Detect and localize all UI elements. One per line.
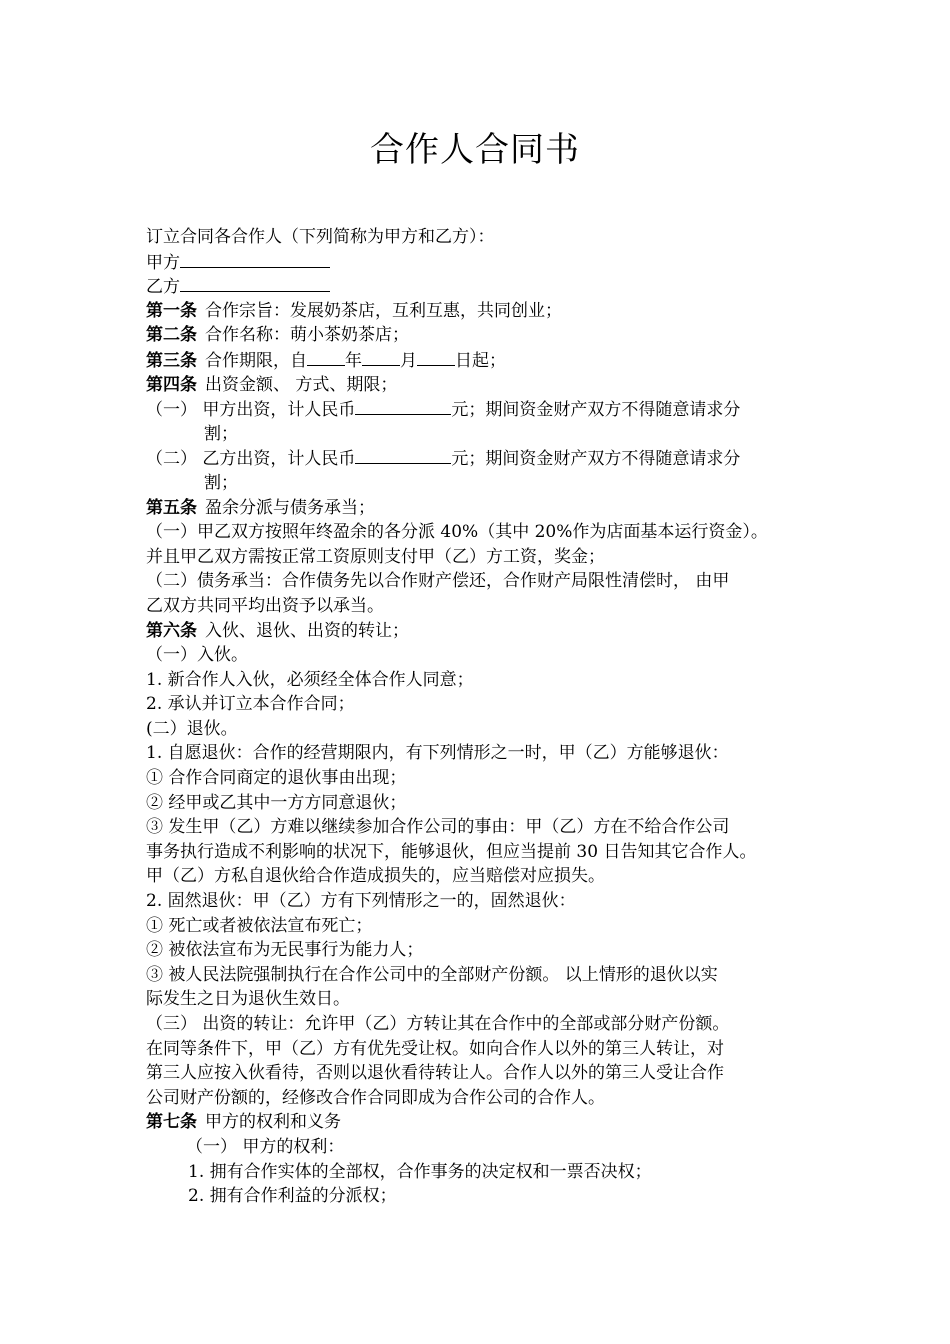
year-blank bbox=[307, 348, 345, 366]
article-6-line: (二）退伙。 bbox=[146, 718, 238, 739]
article-7-subheading: （一） 甲方的权利： bbox=[186, 1136, 345, 1157]
article-6-text: 入伙、退伙、出资的转让； bbox=[205, 620, 409, 641]
article-6-line: ③ 发生甲（乙）方难以继续参加合作公司的事由：甲（乙）方在不给合作公司 bbox=[146, 817, 730, 838]
article-3-text-start: 合作期限，自 bbox=[205, 350, 307, 371]
article-4 bbox=[146, 373, 826, 398]
article-6-line: 2. 固然退伙：甲（乙）方有下列情形之一的，固然退伙： bbox=[146, 891, 576, 912]
article-6-line: ② 被依法宣布为无民事行为能力人； bbox=[146, 940, 424, 961]
article-5 bbox=[146, 496, 826, 521]
article-6-line: 1. 新合作人入伙，必须经全体合作人同意； bbox=[146, 669, 474, 690]
article-7-text: 甲方的权利和义务 bbox=[205, 1112, 341, 1133]
article-1-heading: 第一条 bbox=[146, 300, 197, 321]
article-6-heading: 第六条 bbox=[146, 620, 197, 641]
article-4-item-b-suffix: 元；期间资金财产双方不得随意请求分 bbox=[451, 449, 741, 470]
party-b-label: 乙方 bbox=[146, 277, 180, 298]
article-2 bbox=[146, 323, 826, 348]
party-a-amount-blank bbox=[355, 397, 451, 415]
party-b-blank bbox=[180, 274, 330, 292]
article-6-line: ① 合作合同商定的退伙事由出现； bbox=[146, 768, 407, 789]
day-blank bbox=[417, 348, 455, 366]
article-6-line: 在同等条件下，甲（乙）方有优先受让权。如向合作人以外的第三人转让，对 bbox=[146, 1038, 724, 1059]
article-3 bbox=[146, 348, 826, 373]
article-3-day-label: 日起； bbox=[455, 350, 506, 371]
article-5-line-2: 并且甲乙双方需按正常工资原则支付甲（乙）方工资，奖金； bbox=[146, 546, 605, 567]
article-4-heading: 第四条 bbox=[146, 374, 197, 395]
article-6-line: ③ 被人民法院强制执行在合作公司中的全部财产份额。 以上情形的退伙以实 bbox=[146, 964, 718, 985]
article-4-text: 出资金额、 方式、期限； bbox=[205, 374, 398, 395]
article-4-item-a-suffix: 元；期间资金财产双方不得随意请求分 bbox=[451, 400, 741, 421]
article-6-line: 甲（乙）方私自退伙给合作造成损失的，应当赔偿对应损失。 bbox=[146, 866, 605, 887]
article-6-line: ① 死亡或者被依法宣布死亡； bbox=[146, 915, 373, 936]
article-7-item-1: 1. 拥有合作实体的全部权，合作事务的决定权和一票否决权； bbox=[188, 1161, 652, 1182]
article-3-month-label: 月 bbox=[400, 350, 417, 371]
article-4-item-a-prefix: （一） 甲方出资，计人民币 bbox=[146, 400, 356, 421]
party-a-blank bbox=[180, 250, 330, 268]
party-a-line bbox=[146, 250, 826, 275]
article-2-text: 合作名称：萌小茶奶茶店； bbox=[205, 325, 409, 346]
article-5-line-4: 乙双方共同平均出资予以承当。 bbox=[146, 595, 384, 616]
month-blank bbox=[362, 348, 400, 366]
article-7-item-2: 2. 拥有合作利益的分派权； bbox=[188, 1186, 397, 1207]
party-a-label: 甲方 bbox=[146, 252, 180, 273]
article-6-line: 际发生之日为退伙生效日。 bbox=[146, 989, 350, 1010]
article-2-heading: 第二条 bbox=[146, 325, 197, 346]
article-6-line: 2. 承认并订立本合作合同； bbox=[146, 694, 355, 715]
article-4-item-b-prefix: （二） 乙方出资，计人民币 bbox=[146, 449, 356, 470]
intro-line: 订立合同各合作人（下列简称为甲方和乙方）： bbox=[146, 227, 495, 247]
article-6-line: （一）入伙。 bbox=[146, 645, 248, 666]
article-6-line: 第三人应按入伙看待，否则以退伙看待转让人。合作人以外的第三人受让合作 bbox=[146, 1063, 724, 1084]
article-7 bbox=[146, 1110, 826, 1135]
contract-body bbox=[146, 225, 826, 1209]
article-6-line: 公司财产份额的，经修改合作合同即成为合作公司的合作人。 bbox=[146, 1087, 605, 1108]
article-1-text: 合作宗旨：发展奶茶店，互利互惠，共同创业； bbox=[205, 300, 562, 321]
document-title: 合作人合同书 bbox=[370, 130, 580, 170]
article-6-line: 事务执行造成不利影响的状况下，能够退伙，但应当提前 30 日告知其它合作人。 bbox=[146, 841, 757, 862]
party-b-amount-blank bbox=[355, 446, 451, 464]
article-6-line: ② 经甲或乙其中一方方同意退伙； bbox=[146, 792, 407, 813]
article-4-item-b bbox=[146, 446, 826, 471]
article-4-item-a-cont: 割； bbox=[204, 423, 238, 444]
article-5-heading: 第五条 bbox=[146, 497, 197, 518]
article-3-year-label: 年 bbox=[345, 350, 362, 371]
article-6-line: （三） 出资的转让：允许甲（乙）方转让其在合作中的全部或部分财产份额。 bbox=[146, 1014, 730, 1034]
article-6-line: 1. 自愿退伙：合作的经营期限内，有下列情形之一时，甲（乙）方能够退伙： bbox=[146, 743, 729, 764]
article-4-item-a bbox=[146, 397, 826, 422]
article-3-heading: 第三条 bbox=[146, 350, 197, 371]
article-1 bbox=[146, 299, 826, 324]
article-7-heading: 第七条 bbox=[146, 1112, 197, 1133]
article-5-text: 盈余分派与债务承当； bbox=[205, 497, 375, 518]
article-5-line-1: （一）甲乙双方按照年终盈余的各分派 40%（其中 20%作为店面基本运行资金）。 bbox=[146, 522, 768, 543]
party-b-line bbox=[146, 274, 826, 299]
article-6 bbox=[146, 619, 826, 644]
article-4-item-b-cont: 割； bbox=[204, 472, 238, 493]
article-5-line-3: （二）债务承当：合作债务先以合作财产偿还，合作财产局限性清偿时， 由甲 bbox=[146, 571, 730, 592]
